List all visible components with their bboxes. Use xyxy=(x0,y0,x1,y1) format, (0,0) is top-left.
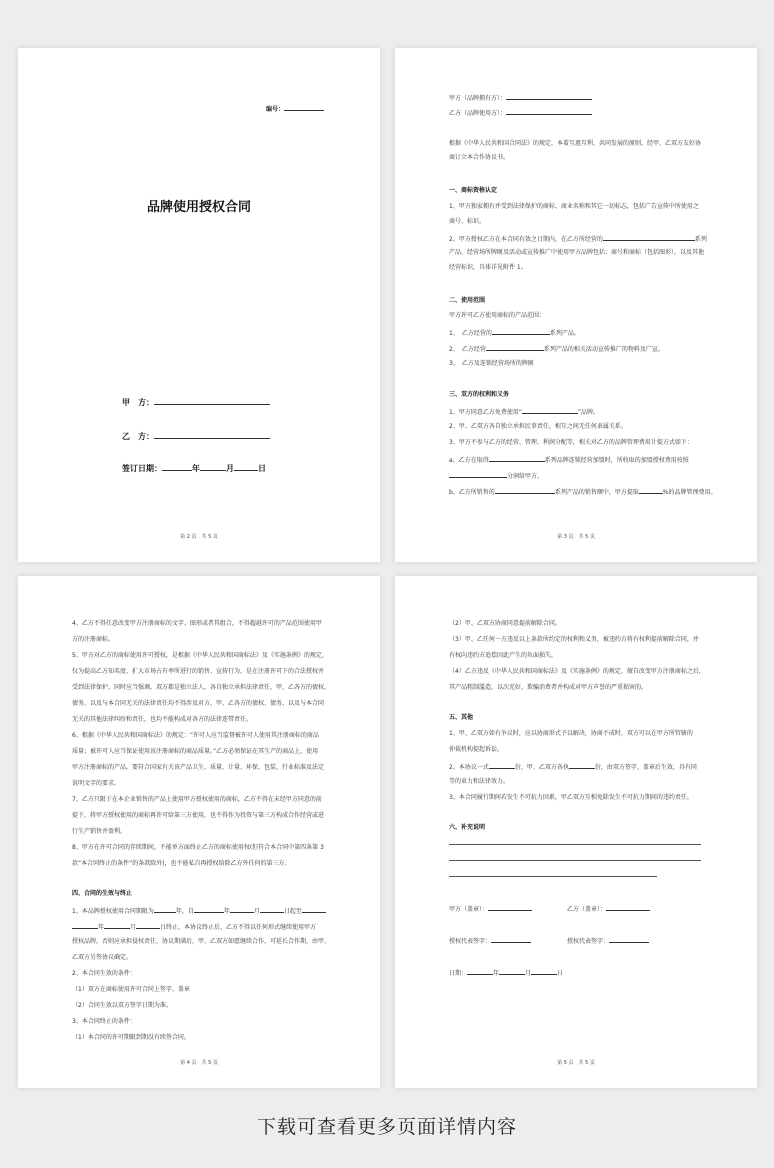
section-heading: 三、双方的权利和义务 xyxy=(449,391,510,398)
contract-title: 品牌使用授权合同 xyxy=(146,200,251,215)
sign-date-line xyxy=(122,462,266,474)
party-b-signature: 授权代表签字： xyxy=(567,936,649,946)
year-label: 年 xyxy=(192,464,200,473)
party-b-label: 乙 方： xyxy=(122,432,154,441)
section-heading: 五、其他 xyxy=(449,714,474,721)
party-a-label: 甲 方： xyxy=(122,398,154,407)
day-label: 日 xyxy=(258,464,266,473)
blank-line xyxy=(449,860,701,861)
text-line: 仅为提高乙方知名度、扩大市场占有率所进行的销售、宣传行为，是在注册许可下的合法授权并 xyxy=(72,668,325,675)
text-line: （2）合同生效以双方签字日期为准。 xyxy=(72,1002,172,1009)
party-a-line xyxy=(122,396,270,408)
text-line: 提下，将甲方授权使用的商标再许可给第三方使用，也不得作为投资与第三方构成合作经营或进 xyxy=(72,812,325,819)
text-line: 款“本合同终止的条件”的条款除外)，也不能私自再授权给除乙方外任何的第三方。 xyxy=(72,860,291,867)
text-line: 1、甲、乙双方如有争议时，应以协商形式予以解决，协商不成时，双方可以在甲方所管辖的 xyxy=(449,730,693,737)
text-line: 3、甲方不参与乙方的经营、管理、利润分配等，相关对乙方的品牌管理费用计提方式如下： xyxy=(449,439,693,446)
text-line: 经营标识，具体详见附件 1。 xyxy=(449,264,527,271)
text-line: 其产品粗制滥造，以次充好，欺骗消费者并构成对甲方声誉的严重损害的。 xyxy=(449,684,648,691)
text-line: 1、甲方同意乙方免费使用“ ”品牌。 xyxy=(449,409,600,416)
party-b-line xyxy=(122,430,270,442)
month-label: 月 xyxy=(226,464,234,473)
text-line: 方的注册商标。 xyxy=(72,636,115,643)
text-line: 等的束力和法律效力。 xyxy=(449,778,510,785)
text-line: 说明文字的要求。 xyxy=(72,780,121,787)
page-number: 第 3 页 共 5 页 xyxy=(557,534,595,540)
text-line: （1）双方在商标使用许可合同上签字、盖章 xyxy=(72,986,190,993)
text-line: 产品、经营场所牌匾及活动或宣传推广中使用甲方品牌包括：商号和商标（包括图形），以及其他 xyxy=(449,249,705,256)
text-line: 甲方注册商标的产品，要符合国家有关该产品卫生、质量、计量、环保、包装、行业标准及法定 xyxy=(72,764,325,771)
text-line: a、乙方在取得 系列品牌连锁经营加盟时，所收取的加盟授权费用按照 xyxy=(449,457,689,464)
text-line: 有权向违约方追偿因此产生的负面损失。 xyxy=(449,652,558,659)
text-line: 3、本合同履行期间若发生不可抗力因素，甲乙双方互相免除发生不可抗力期间的违约责任。 xyxy=(449,794,693,801)
text-line: 乙方（品牌使用方）： xyxy=(449,108,592,118)
text-line: 2、甲方授权乙方在本合同有效之日期内，在乙方所经营的 系列 xyxy=(449,236,707,243)
text-line: b、乙方所销售的 系列产品的销售额中，甲方提取 %的品牌管理费用。 xyxy=(449,489,717,496)
text-line: 1、 乙方经营的 系列产品。 xyxy=(449,330,580,337)
contract-number-label: 编号： xyxy=(266,106,285,113)
text-line: 分润给甲方。 xyxy=(449,471,543,481)
text-line: 质量；被许可人应当保证使用该注册商标的商品质量。”乙方必须保证在其生产的商品上，使用 xyxy=(72,748,319,755)
page-cover xyxy=(18,48,380,562)
download-hint: 下载可查看更多页面详情内容 xyxy=(256,1116,517,1138)
text-line: 5、甲方对乙方的商标使用许可授权，是根据《中华人民共和国商标法》及《实施条例》的规定， xyxy=(72,652,328,659)
text-line: 商号、标识。 xyxy=(449,218,486,225)
text-line: 甲方（品牌拥有方）： xyxy=(449,93,592,103)
section-heading: 四、合同的生效与终止 xyxy=(72,890,133,897)
text-line: 无关的其他法律纠纷和责任，也均不能构成对各方的法律连带责任。 xyxy=(72,716,253,723)
text-line: （4）乙方违反《中华人民共和国商标法》及《实施条例》的规定，擅自改变甲方注册商标之后， xyxy=(449,668,705,675)
text-line: 根据《中华人民共和国合同法》的规定，本着互惠互利、共同发展的原则，经甲、乙双方友好协 xyxy=(449,140,702,147)
party-a-signature: 授权代表签字： xyxy=(449,936,531,946)
page-four xyxy=(395,576,757,1088)
page-three xyxy=(18,576,380,1088)
blank-line xyxy=(449,876,657,877)
text-line: 商订立本合作协议书。 xyxy=(449,154,510,161)
text-line: 行生产销售并盈利。 xyxy=(72,828,127,835)
text-line: 2、 乙方经营 系列产品的相关活动宣传推广的物料及广宣。 xyxy=(449,346,664,353)
page-two xyxy=(395,48,757,562)
text-line: 2、甲、乙双方各自独立承担民事责任，相互之间无任何隶属关系。 xyxy=(449,423,627,430)
text-line: 3、本合同终止的条件： xyxy=(72,1018,136,1025)
text-line: 授权品牌，否则应承担侵权责任，协议期满后，甲、乙双方如愿继续合作，可延长合作期，由甲、 xyxy=(72,938,331,945)
text-line: 2、本协议一式 份，甲、乙双方各执 份，由双方签字、盖章后生效，具有同 xyxy=(449,764,697,771)
text-line: 3、 乙方及连锁经营场所的牌匾 xyxy=(449,360,534,367)
text-line: （2）甲、乙双方协商同意提前解除合同。 xyxy=(449,620,561,627)
text-line: 1、甲方独家拥有并受到法律保护的商标、商业名称和其它一切标志，包括广告宣传中所使用之 xyxy=(449,203,699,210)
section-heading: 六、补充说明 xyxy=(449,824,486,831)
page-number: 第 4 页 共 5 页 xyxy=(180,1060,218,1066)
text-line: 2、本合同生效的条件： xyxy=(72,970,136,977)
blank-line xyxy=(449,844,701,845)
text-line: 受到法律保护，同时应当强调，双方都是独立法人，各自独立承担法律责任，甲、乙各方的债权、 xyxy=(72,684,331,691)
page-number: 第 2 页 共 5 页 xyxy=(180,534,218,540)
page-number: 第 5 页 共 5 页 xyxy=(557,1060,595,1066)
text-line: 6、根据《中华人民共和国商标法》的规定：“许可人应当监督被许可人使用其注册商标的商品 xyxy=(72,732,319,739)
text-line: 债务，以及与本合同无关的法律责任均不得涉及对方，甲、乙各方的债权、债务，以及与本合同 xyxy=(72,700,325,707)
text-line: （1）本合同的许可期限到期没有续签合同。 xyxy=(72,1034,190,1041)
text-line: 7、乙方只限于在本企业销售的产品上使用甲方授权使用的商标，乙方不得在未经甲方同意的前 xyxy=(72,796,322,803)
text-line: （3）甲、乙任何一方违反以上条款所约定的权利和义务，被违约方将有权利提前解除合同，并 xyxy=(449,636,699,643)
text-line: 乙双方另签协议确定。 xyxy=(72,954,133,961)
text-line: 8、甲方在许可合同的存续期间，不能单方面终止乙方的商标使用权(但符合本合同中第四条第 3 xyxy=(72,844,324,851)
party-a-seal: 甲方（盖章）： xyxy=(449,904,532,914)
text-line: 仲裁机构提起诉讼。 xyxy=(449,746,504,753)
sign-date-label: 签订日期： xyxy=(122,464,162,473)
text-line: 甲方许可乙方使用商标的产品范围： xyxy=(449,312,546,319)
text-line: 4、乙方不得任意改变甲方注册商标的文字、图形或者其组合，不得超越许可的产品范围使用甲 xyxy=(72,620,322,627)
section-heading: 二、使用范围 xyxy=(449,297,486,304)
date-line: 日期： 年 月 日 xyxy=(449,970,564,977)
contract-number xyxy=(266,104,324,113)
party-b-seal: 乙方（盖章）： xyxy=(567,904,650,914)
section-heading: 一、商标资格认定 xyxy=(449,187,498,194)
text-line: 1、本品牌授权使用合同期限为 年，自 年 月 日起至 xyxy=(72,906,326,916)
text-line: 年 月 日终止，本协议终止后，乙方不得以任何形式继续使用甲方 xyxy=(72,922,316,932)
